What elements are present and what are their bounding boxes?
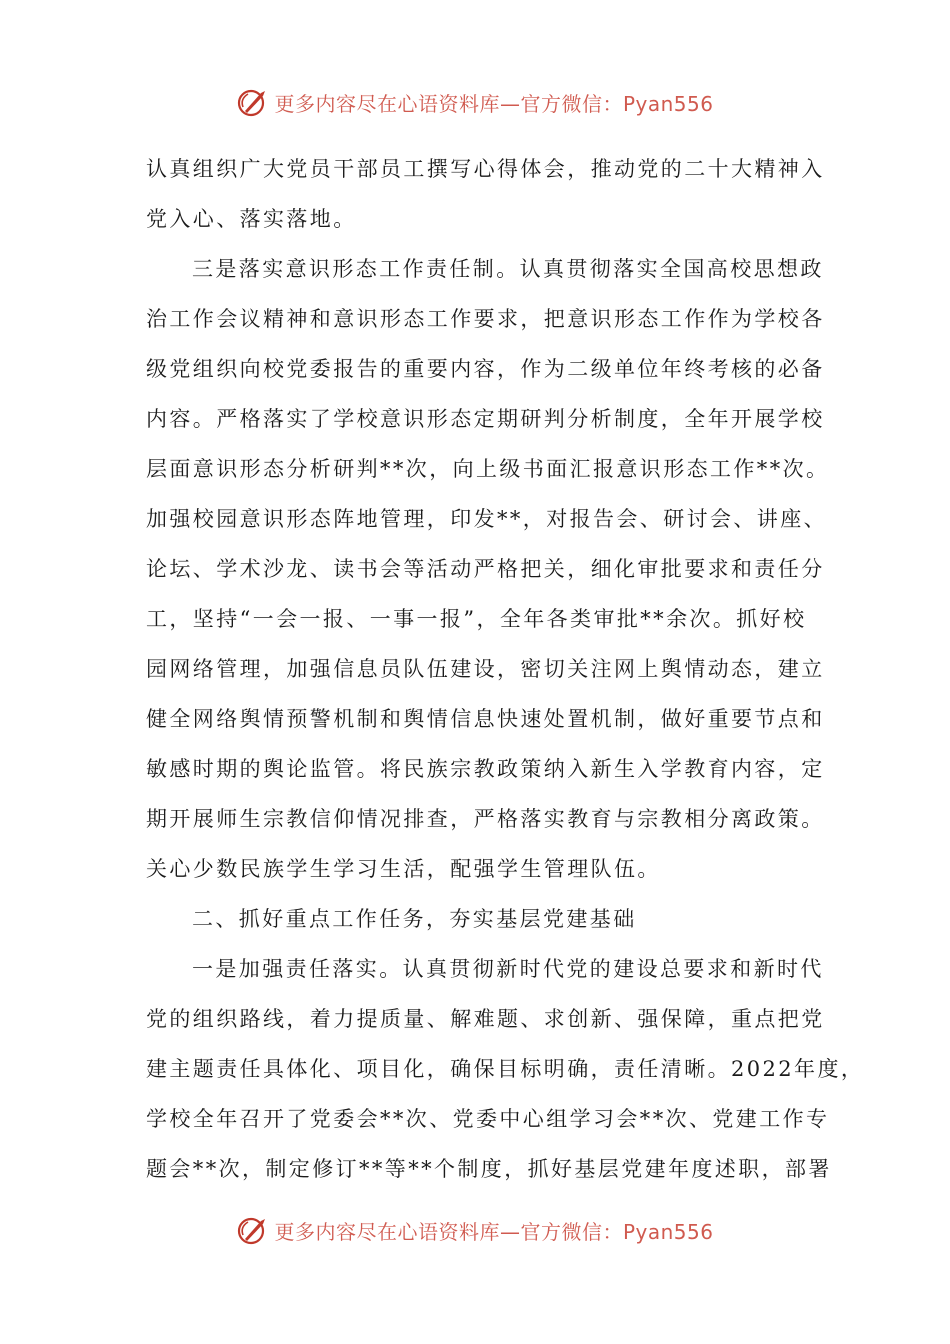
text-line-3: 三是落实意识形态工作责任制。认真贯彻落实全国高校思想政 [192, 257, 824, 281]
text-line-9: 论坛、学术沙龙、读书会等活动严格把关，细化审批要求和责任分 [146, 557, 825, 581]
text-line-18: 党的组织路线，着力提质量、解难题、求创新、强保障，重点把党 [146, 1007, 825, 1031]
header-banner [0, 82, 950, 122]
document-body [146, 152, 865, 1202]
text-line-7: 层面意识形态分析研判**次，向上级书面汇报意识形态工作**次。 [146, 457, 830, 481]
text-line-11: 园网络管理，加强信息员队伍建设，密切关注网上舆情动态，建立 [146, 657, 825, 681]
text-line-10: 工，坚持“一会一报、一事一报”，全年各类审批**余次。抓好校 [146, 607, 807, 631]
footer-banner-text: 更多内容尽在心语资料库—官方微信：Pyan556 [274, 1219, 714, 1244]
footer-banner [0, 1210, 950, 1250]
text-line-15: 关心少数民族学生学习生活，配强学生管理队伍。 [146, 857, 661, 881]
text-line-19: 建主题责任具体化、项目化，确保目标明确，责任清晰。2022年度， [146, 1057, 865, 1081]
text-line-8: 加强校园意识形态阵地管理，印发**，对报告会、研讨会、讲座、 [146, 507, 827, 531]
text-line-5: 级党组织向校党委报告的重要内容，作为二级单位年终考核的必备 [146, 357, 825, 381]
text-line-17: 一是加强责任落实。认真贯彻新时代党的建设总要求和新时代 [192, 957, 824, 981]
text-line-20: 学校全年召开了党委会**次、党委中心组学习会**次、党建工作专 [146, 1107, 830, 1131]
text-line-1: 认真组织广大党员干部员工撰写心得体会，推动党的二十大精神入 [146, 157, 825, 181]
text-line-21: 题会**次，制定修订**等**个制度，抓好基层党建年度述职，部署 [146, 1157, 832, 1181]
text-line-14: 期开展师生宗教信仰情况排查，严格落实教育与宗教相分离政策。 [146, 807, 825, 831]
pen-logo-icon [236, 85, 270, 119]
section-heading: 二、抓好重点工作任务，夯实基层党建基础 [192, 907, 637, 931]
text-line-13: 敏感时期的舆论监管。将民族宗教政策纳入新生入学教育内容，定 [146, 757, 825, 781]
pen-logo-icon [236, 1213, 270, 1247]
text-line-4: 治工作会议精神和意识形态工作要求，把意识形态工作作为学校各 [146, 307, 825, 331]
text-line-6: 内容。严格落实了学校意识形态定期研判分析制度，全年开展学校 [146, 407, 825, 431]
header-banner-text: 更多内容尽在心语资料库—官方微信：Pyan556 [274, 91, 714, 116]
text-line-2: 党入心、落实落地。 [146, 207, 357, 231]
text-line-12: 健全网络舆情预警机制和舆情信息快速处置机制，做好重要节点和 [146, 707, 825, 731]
